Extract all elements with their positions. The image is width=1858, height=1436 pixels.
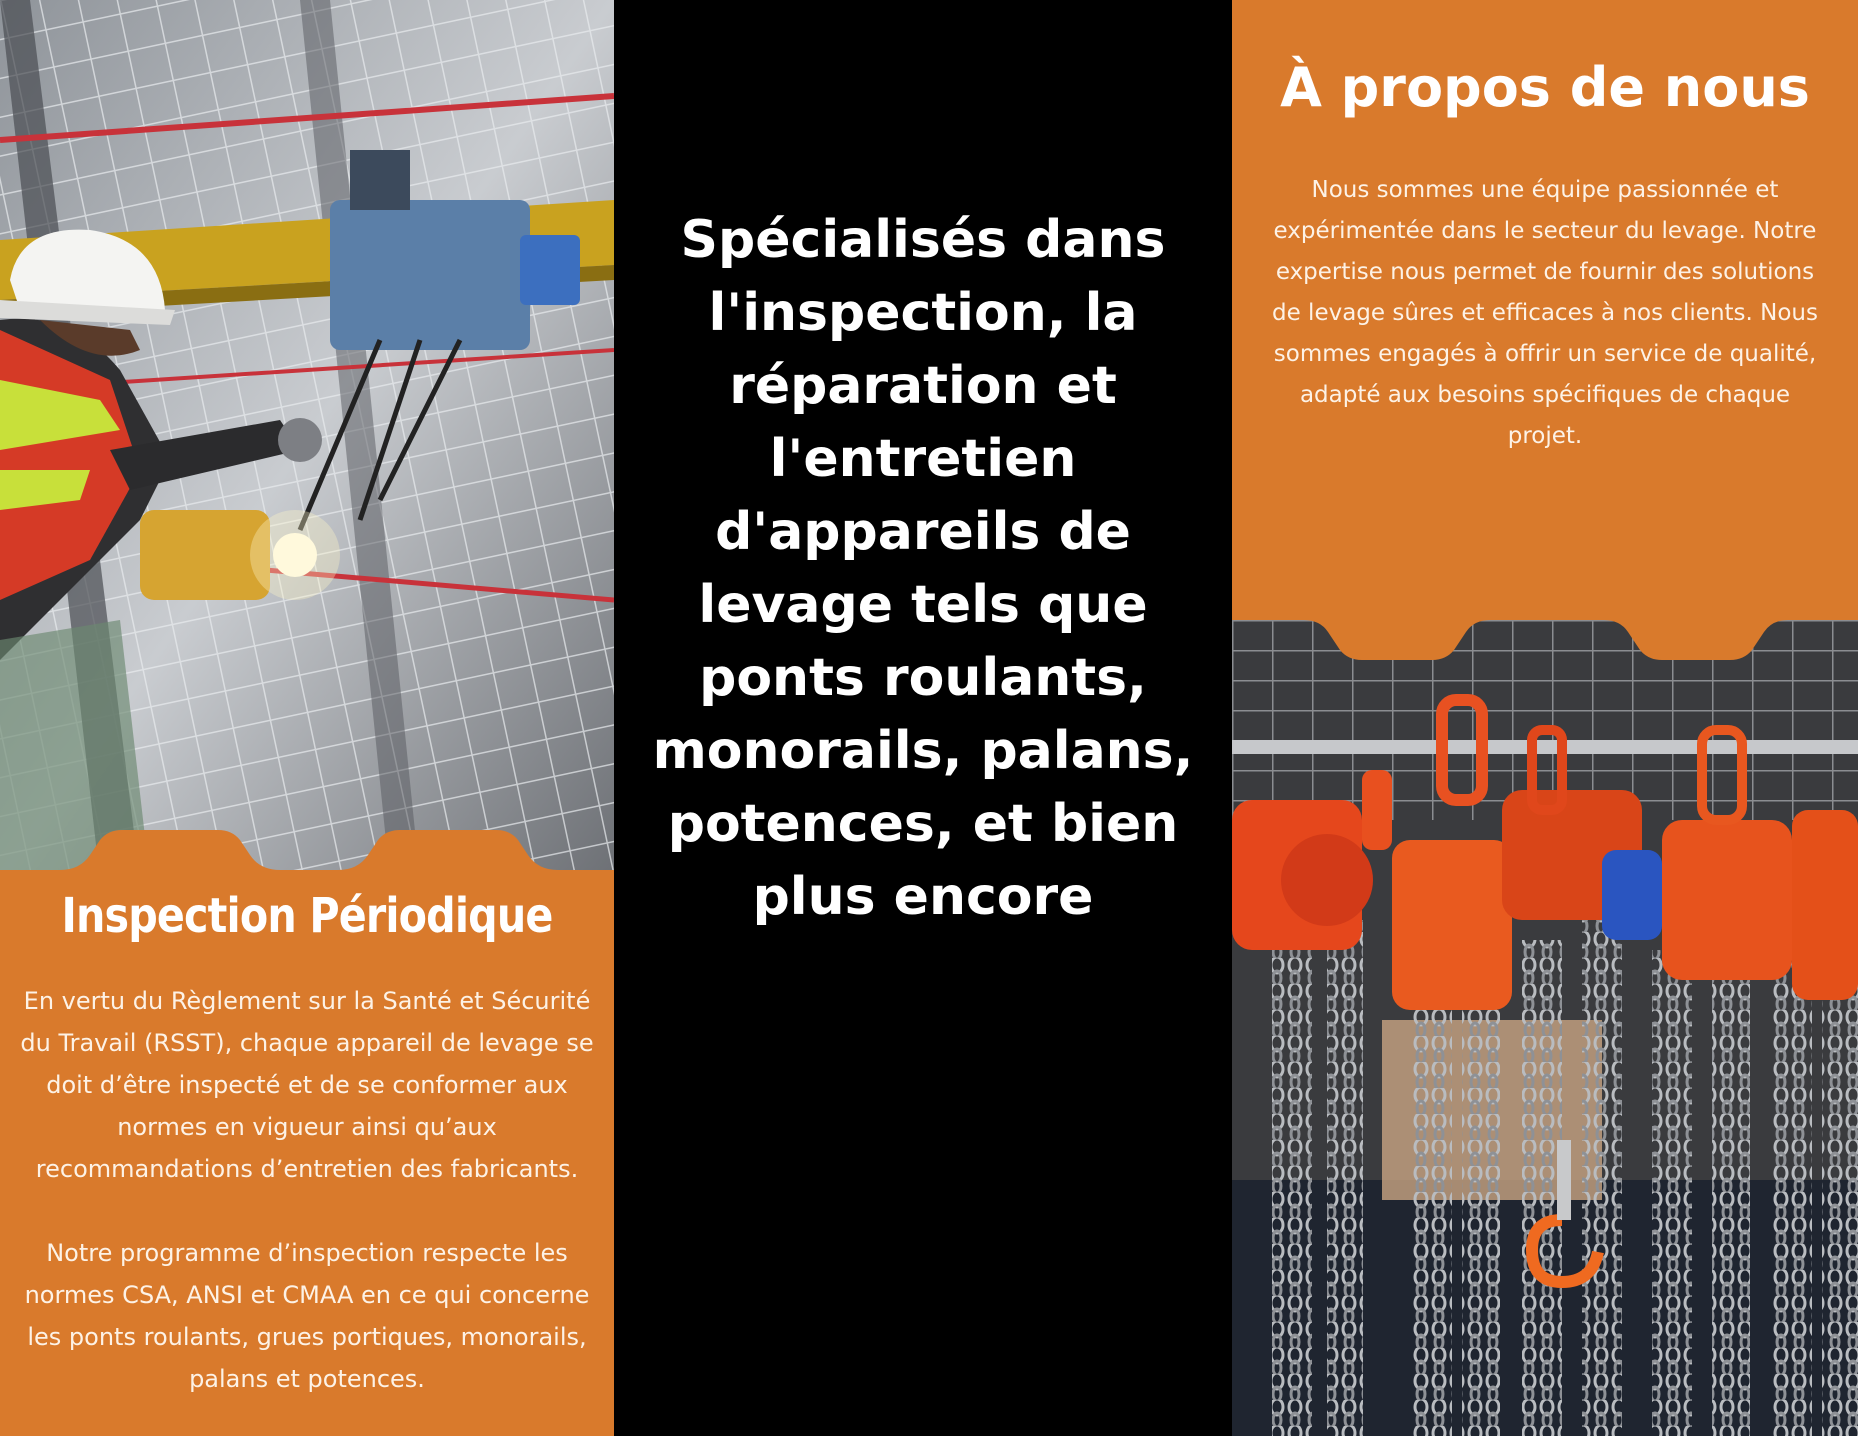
statement-line: l'entretien (769, 429, 1077, 489)
right-panel (1232, 0, 1858, 1436)
statement-line: d'appareils de (715, 502, 1131, 562)
statement-line: monorails, palans, (652, 721, 1194, 781)
inspection-description (20, 980, 594, 1436)
orange-notched-edge (1232, 600, 1858, 680)
inspection-paragraph-1: En vertu du Règlement sur la Santé et Sécurité du Travail (RSST), chaque appareil de levage se doit d’être inspecté et de se conformer aux normes en vigueur ainsi qu’aux recommandations d’entretien des fabricants. (20, 987, 594, 1183)
about-title: À propos de nous (1280, 56, 1810, 119)
inspection-title: Inspection Périodique (61, 888, 553, 944)
crane-inspection-photo (0, 0, 614, 880)
left-panel (0, 0, 614, 1436)
statement-line: potences, et bien (667, 794, 1179, 854)
middle-panel (614, 0, 1232, 1436)
statement-line: levage tels que (698, 575, 1148, 635)
statement-line: ponts roulants, (699, 648, 1147, 708)
statement-line: Spécialisés dans (680, 210, 1166, 270)
chain-hoists-photo (1232, 620, 1858, 1436)
statement-line: réparation et (729, 356, 1117, 416)
inspection-paragraph-2: Notre programme d’inspection respecte les normes CSA, ANSI et CMAA en ce qui concerne les ponts roulants, grues portiques, monorails, palans et potences. (24, 1239, 590, 1393)
about-description: Nous sommes une équipe passionnée et expérimentée dans le secteur du levage. Notre expertise nous permet de fournir des solutions de levage sûres et efficaces à nos clients. Nous sommes engagés à offrir un service de qualité, adapté aux besoins spécifiques de chaque projet. (1272, 177, 1818, 449)
statement-line: l'inspection, la (708, 283, 1138, 343)
statement-line: plus encore (752, 867, 1094, 927)
specialization-statement (614, 204, 1232, 934)
